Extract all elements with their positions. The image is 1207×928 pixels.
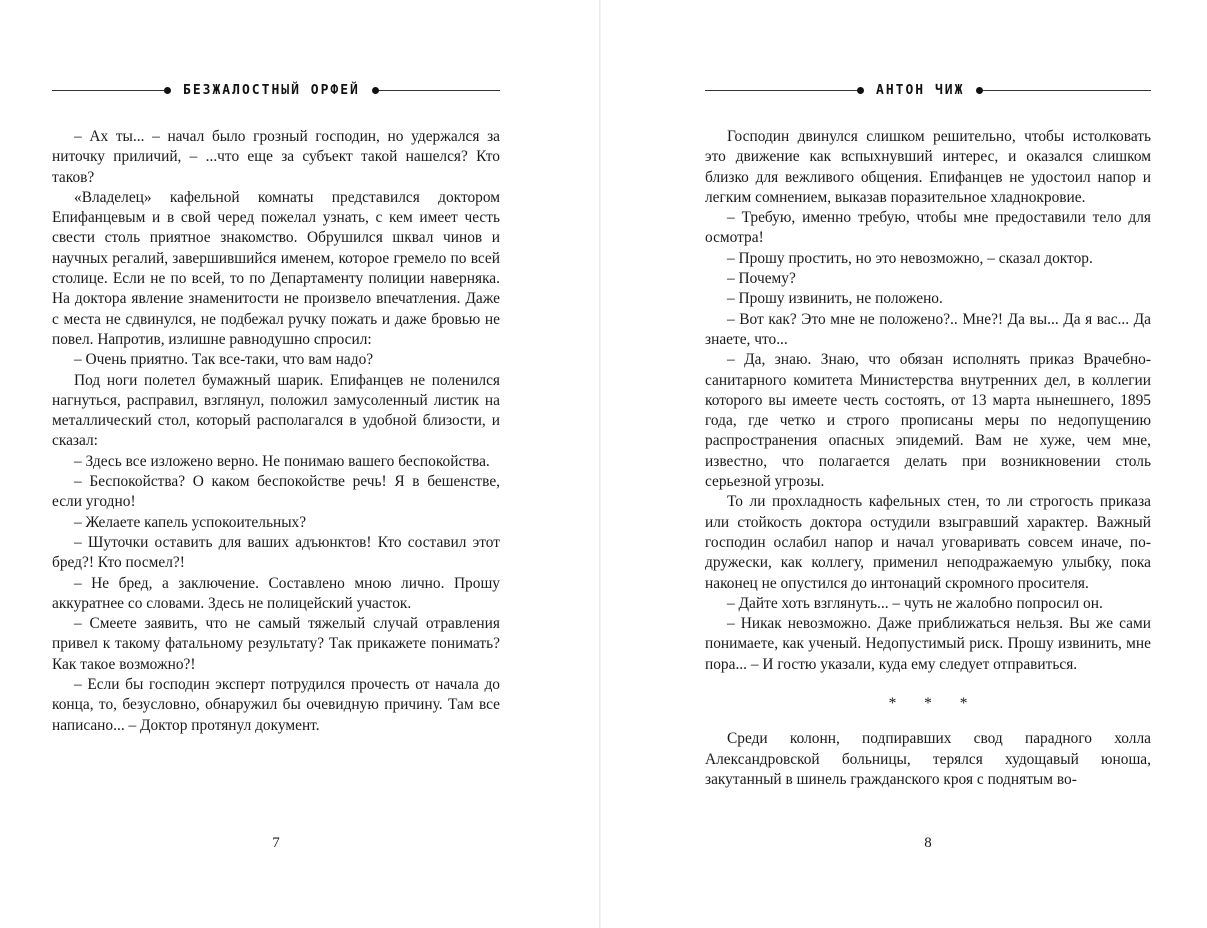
paragraph: – Здесь все изложено верно. Не понимаю вашего беспокойства. (74, 452, 490, 470)
paragraph: – Никак невозможно. Даже приближаться нельзя. Вы же сами понимаете, как ученый. Недопустимый риск. Прошу извинить, мне пора... – И гостю указали, куда ему следует отправиться. (705, 615, 1151, 673)
paragraph: «Владелец» кафельной комнаты представился доктором Епифанцевым и в свой черед пожелал узнать, с кем имеет честь свести столь приятное знакомство. Обрушился шквал чинов и научных регалий, завершившийся именем, которое гремело по всей столице. Если не по всей, то по Департаменту полиции наверняка. На доктора явление знаменитости не произвело впечатления. Даже с места не сдвинулся, не подбежал ручку пожать и даже бровью не повел. Напротив, излишне равнодушно спросил: (52, 188, 500, 348)
paragraph: – Требую, именно требую, чтобы мне предоставили тело для осмотра! (705, 209, 1151, 247)
paragraph: – Прошу извинить, не положено. (727, 290, 943, 308)
left-page-text (52, 127, 500, 736)
running-head-rule (983, 90, 1151, 91)
left-page (52, 0, 500, 928)
running-head-rule (379, 90, 500, 91)
paragraph: – Очень приятно. Так все-таки, что вам надо? (74, 351, 374, 369)
paragraph: – Шуточки оставить для ваших адъюнктов! Кто составил этот бред?! Кто посмел?! (52, 533, 500, 572)
book-title: БЕЗЖАЛОСТНЫЙ ОРФЕЙ (183, 82, 360, 98)
ornament-dot (372, 87, 379, 94)
right-page-text (705, 127, 1151, 790)
author-name: АНТОН ЧИЖ (876, 82, 965, 98)
paragraph: – Желаете капель успокоительных? (74, 513, 307, 531)
paragraph: – Да, знаю. Знаю, что обязан исполнять приказ Врачебно-санитарного комитета Министерства внутренних дел, в коллегии которого вы имеете честь состоять, от 13 марта нынешнего, 1895 года, где четко и строго прописаны меры по недопущению распространения опасных эпидемий. Вам не хуже, чем мне, известно, что полагается делать при возникновении столь серьезной угрозы. (705, 351, 1151, 491)
right-page (705, 0, 1151, 928)
running-head-rule (705, 90, 857, 91)
paragraph: Под ноги полетел бумажный шарик. Епифанцев не поленился нагнуться, расправил, взглянул, положил замусоленный листик на металлический стол, который располагался в удобной близости, и сказал: (52, 371, 500, 450)
paragraph: То ли прохладность кафельных стен, то ли строгость приказа или стойкость доктора остудили взыгравший характер. Важный господин ослабил напор и начал уговаривать совсем иначе, по-дружески, как коллегу, применил неподражаемую улыбку, пока наконец не опустился до интонаций скромного просителя. (705, 493, 1151, 592)
paragraph: – Вот как? Это мне не положено?.. Мне?! Да вы... Да я вас... Да знаете, что... (705, 310, 1151, 348)
ornament-dot (164, 87, 171, 94)
paragraph: – Прошу простить, но это невозможно, – сказал доктор. (727, 249, 1093, 267)
paragraph: – Дайте хоть взглянуть... – чуть не жалобно попросил он. (727, 594, 1103, 612)
paragraph: – Беспокойства? О каком беспокойстве речь! Я в бешенстве, если угодно! (52, 473, 500, 511)
paragraph: – Смеете заявить, что не самый тяжелый случай отравления привел к такому фатальному результату? Так прикажете понимать? Как такое возможно?! (52, 615, 500, 673)
book-gutter (599, 0, 601, 928)
paragraph: Среди колонн, подпиравших свод парадного холла Александровской больницы, терялся худощавый юноша, закутанный в шинель гражданского кроя с поднятым во- (705, 730, 1151, 788)
running-head-rule (52, 90, 164, 91)
page-number: 8 (924, 835, 932, 851)
ornament-dot (857, 87, 864, 94)
paragraph: – Если бы господин эксперт потрудился прочесть от начала до конца, то, безусловно, обнаружил бы очевидную причину. Там все написано... – Доктор протянул документ. (52, 676, 500, 734)
paragraph: Господин двинулся слишком решительно, чтобы истолковать это движение как вспыхнувший интерес, и оказался слишком близко для вежливого общения. Епифанцев не удостоил напор и легким сомнением, выказав поразительное хладнокровие. (705, 128, 1151, 206)
section-separator: * * * (888, 695, 980, 713)
right-running-head (705, 80, 1151, 100)
ornament-dot (976, 87, 983, 94)
paragraph: – Почему? (727, 270, 796, 288)
left-running-head (52, 80, 500, 100)
page-number: 7 (272, 835, 280, 851)
paragraph: – Не бред, а заключение. Составлено мною лично. Прошу аккуратнее со словами. Здесь не полицейский участок. (52, 574, 500, 612)
paragraph: – Ах ты... – начал было грозный господин, но удержался за ниточку приличий, – ...что еще за субъект такой нашелся? Кто таков? (52, 128, 500, 186)
